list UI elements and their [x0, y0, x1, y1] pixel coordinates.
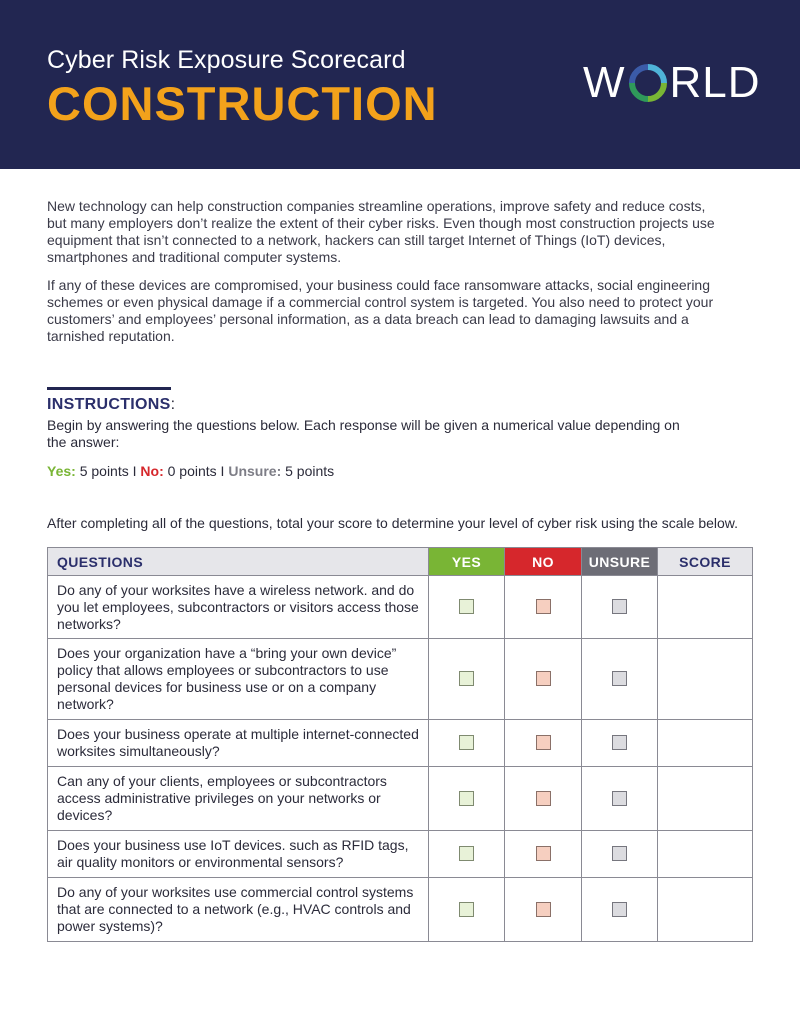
- yes-checkbox[interactable]: [459, 846, 474, 861]
- yes-cell: [429, 878, 505, 942]
- question-text: Can any of your clients, employees or subcontractors access administrative privileges on your networks or devices?: [48, 767, 429, 831]
- question-text: Do any of your worksites have a wireless network. and do you let employees, subcontractors or visitors access those networks?: [48, 576, 429, 639]
- after-instructions-text: After completing all of the questions, total your score to determine your level of cyber risk using the scale below.: [47, 515, 739, 531]
- yes-column-header: YES: [429, 548, 505, 576]
- question-text: Does your business operate at multiple internet-connected worksites simultaneously?: [48, 720, 429, 767]
- table-row: [48, 576, 753, 639]
- yes-checkbox[interactable]: [459, 735, 474, 750]
- header-banner: [0, 0, 800, 169]
- unsure-cell: [582, 720, 658, 767]
- section-divider: [47, 387, 171, 390]
- score-cell[interactable]: [658, 639, 753, 720]
- instructions-colon: :: [170, 396, 176, 413]
- no-points-value: 0 points I: [163, 463, 229, 479]
- unsure-checkbox[interactable]: [612, 735, 627, 750]
- question-text: Does your business use IoT devices. such as RFID tags, air quality monitors or environmental sensors?: [48, 831, 429, 878]
- score-cell[interactable]: [658, 878, 753, 942]
- unsure-column-header: UNSURE: [582, 548, 658, 576]
- unsure-cell: [582, 878, 658, 942]
- unsure-cell: [582, 576, 658, 639]
- logo-text-rld: RLD: [669, 58, 761, 107]
- yes-checkbox[interactable]: [459, 791, 474, 806]
- table-row: [48, 720, 753, 767]
- table-row: [48, 878, 753, 942]
- yes-cell: [429, 720, 505, 767]
- unsure-cell: [582, 831, 658, 878]
- logo-text-w: W: [583, 58, 626, 107]
- intro-text: [47, 198, 717, 356]
- no-cell: [505, 720, 582, 767]
- instructions-heading: [47, 396, 175, 414]
- instructions-heading-text: INSTRUCTIONS: [47, 396, 171, 413]
- yes-checkbox[interactable]: [459, 599, 474, 614]
- unsure-cell: [582, 767, 658, 831]
- intro-paragraph-2: If any of these devices are compromised, your business could face ransomware attacks, social engineering schemes or even physical damage if a commercial control system is targeted. You also need to protect your customers’ and employees’ personal information, as a data breach can lead to damaging lawsuits and a tarnished reputation.: [47, 277, 714, 344]
- unsure-points-value: 5 points: [281, 463, 335, 479]
- no-points-label: No:: [140, 463, 164, 479]
- yes-checkbox[interactable]: [459, 902, 474, 917]
- page-title: CONSTRUCTION: [47, 77, 438, 130]
- yes-points-value: 5 points I: [75, 463, 141, 479]
- unsure-points-label: Unsure:: [228, 463, 282, 479]
- no-checkbox[interactable]: [536, 902, 551, 917]
- score-cell[interactable]: [658, 767, 753, 831]
- no-checkbox[interactable]: [536, 791, 551, 806]
- intro-paragraph-1: New technology can help construction companies streamline operations, improve safety and reduce costs, but many employers don’t realize the extent of their cyber risks. Even though most construction projects use equipment that isn’t connected to a network, hackers can still target Internet of Things (IoT) devices, smartphones and traditional computer systems.: [47, 198, 715, 265]
- unsure-cell: [582, 639, 658, 720]
- table-row: [48, 767, 753, 831]
- no-checkbox[interactable]: [536, 599, 551, 614]
- table-header-row: [48, 548, 753, 576]
- yes-cell: [429, 576, 505, 639]
- unsure-checkbox[interactable]: [612, 599, 627, 614]
- no-cell: [505, 639, 582, 720]
- logo-o-ring-icon: [628, 63, 668, 103]
- no-cell: [505, 878, 582, 942]
- scorecard-subtitle: Cyber Risk Exposure Scorecard: [47, 46, 406, 74]
- questions-column-header: QUESTIONS: [48, 548, 429, 576]
- no-cell: [505, 576, 582, 639]
- questions-table: [47, 547, 753, 942]
- question-text: Does your organization have a “bring your own device” policy that allows employees or subcontractors to use personal devices for business use or on a company network?: [48, 639, 429, 720]
- score-cell[interactable]: [658, 576, 753, 639]
- question-text: Do any of your worksites use commercial control systems that are connected to a network (e.g., HVAC controls and power systems)?: [48, 878, 429, 942]
- no-cell: [505, 831, 582, 878]
- no-column-header: NO: [505, 548, 582, 576]
- no-checkbox[interactable]: [536, 671, 551, 686]
- yes-checkbox[interactable]: [459, 671, 474, 686]
- no-checkbox[interactable]: [536, 735, 551, 750]
- unsure-checkbox[interactable]: [612, 671, 627, 686]
- unsure-checkbox[interactable]: [612, 902, 627, 917]
- table-row: [48, 831, 753, 878]
- world-logo: [583, 58, 761, 108]
- unsure-checkbox[interactable]: [612, 846, 627, 861]
- instructions-text: Begin by answering the questions below. Each response will be given a numerical value depending on the answer:: [47, 417, 680, 450]
- table-row: [48, 639, 753, 720]
- no-cell: [505, 767, 582, 831]
- scoring-legend: [47, 463, 334, 479]
- unsure-checkbox[interactable]: [612, 791, 627, 806]
- yes-cell: [429, 767, 505, 831]
- yes-cell: [429, 831, 505, 878]
- no-checkbox[interactable]: [536, 846, 551, 861]
- yes-cell: [429, 639, 505, 720]
- score-cell[interactable]: [658, 720, 753, 767]
- yes-points-label: Yes:: [47, 463, 76, 479]
- score-cell[interactable]: [658, 831, 753, 878]
- score-column-header: SCORE: [658, 548, 753, 576]
